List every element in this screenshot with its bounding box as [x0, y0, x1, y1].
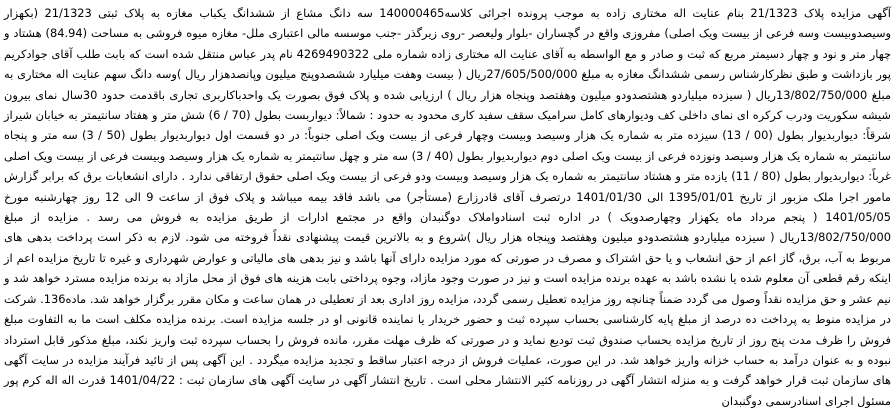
auction-notice-text: آگهی مزایده پلاک 21/1323 بنام عنایت اله مختاری زاده به موجب پرونده اجرائی کلاسه140000465 سه دانگ مشاع از ششدانگ یکباب مغازه به پلاک ثبتی 21/1323 (بکهزار وسیصدوبیست وسه فرعی از بیست ویک اصلی) مفروزی واقع در گچساران -بلوار ولیعصر -روی زیرگذر -جنب موسسه مالی اعتباری ملل- مغازه میوه فروشی به مساحت (84.94) هشتاد و چهار متر و نود و چهار دسیمتر مربع که ثبت و صادر و مع الواسطه به آقای عنایت اله مختاری زاده شماره ملی 4269490322 نام پدر عباس منتقل شده است که بابت طلب آقای جوادکریم پور بازداشت و طبق نظرکارشناس رسمی ششدانگ مغازه به مبلغ 27/605/500/000ریال ( بیست وهفت میلیارد ششصدوپنج میلیون وپانصدهزار ریال )وسه دانگ سهم عنایت اله مختاری به مبلغ 13/802/750/000ریال ( سیزده میلیاردو هشتصدودو میلیون وهفتصد وپنجاه هزار ریال ) ارزیابی شده و پلاک فوق بصورت یک واحدباکاربری تجاری باقدمت حدود 30سال نمای بیرون شیشه سکوریت ودرب کرکره ای نمای داخلی کف ودیوارهای کامل سرامیک سقف سفید کاری محدود به حدود : شمالاً: دیواربست بطول (70 / 6) شش متر و هفتاد سانتیمتر به خیابان شیراز شرقاً: دیواربدیوار بطول (00 / 13) سیزده متر به شماره یک هزار وسیصد وبیست وچهار فرعی از بیست ویک اصلی جنوباً: در دو قسمت اول دیواربدیوار بطول (50 / 3) سه متر و پنجاه سانتیمتر به شماره یک هزار وسیصد ونوزده فرعی از بیست ویک اصلی دوم دیواربدیوار بطول (40 / 3) سه متر و چهل سانتیمتر به شماره یک هزار وسیصد وبیست فرعی از بیست ویک اصلی غرباً: دیواربدیوار بطول (80 / 11) یازده متر و هشتاد سانتیمتر به شماره یک هزار وسیصد وبیست ودو فرعی از بیست ویک اصلی حقوق ارتفاقی ندارد . دارای انشعابات برق که برابر گزارش مامور اجرا ملک مزبور از تاریخ 1395/01/01 الی 1401/01/30 درتصرف آقای قادرزارع (مستأجر) می باشد فاقد بیمه میباشد و پلاک فوق از ساعت 9 الی 12 روز چهارشنبه مورخ 1401/05/05 ( پنجم مرداد ماه یکهزار وچهارصدویک ) در اداره ثبت اسنادواملاک دوگنبدان واقع در مجتمع ادارات از طریق مزایده به فروش می رسد . مزایده از مبلغ 13/802/750/000ریال ( سیزده میلیاردو هشتصدودو میلیون وهفتصد وپنجاه هزار ریال )شروع و به بالاترین قیمت پیشنهادی نقداً فروخته می شود. لازم به ذکر است پرداخت بدهی های مربوط به آب، برق، گاز اعم از حق انشعاب و یا حق اشتراک و مصرف در صورتی که مورد مزایده دارای آنها باشد و نیز بدهی های مالیاتی و عوارض شهرداری و غیره تا تاریخ مزایده اعم از اینکه رقم قطعی آن معلوم شده یا نشده باشد به عهده برنده مزایده است و نیز در صورت وجود مازاد، وجوه پرداختی بابت هزینه های فوق از محل مازاد به برنده مزایده مسترد خواهد شد و نیم عشر و حق مزایده نقداً وصول می گردد ضمناً چنانچه روز مزایده تعطیل رسمی گردد، مزایده روز اداری بعد از تعطیلی در همان ساعت و مکان مقرر برگزار خواهد شد. ماده136. شرکت در مزایده منوط به پرداخت ده درصد از مبلغ پایه کارشناسی بحساب سپرده ثبت و حضور خریدار یا نماینده قانونی او در جلسه مزایده است. برنده مزایده مکلف است ما به التفاوت مبلغ فروش را ظرف مدت پنج روز از تاریخ مزایده بحساب صندوق ثبت تودیع نماید و در صورتی که ظرف مهلت مقرر، مانده فروش را بحساب سپرده ثبت واریز نکند، مبلغ مذکور قابل استرداد نبوده و به عنوان درآمد به حساب خزانه واریز خواهد شد. در این صورت، عملیات فروش از درجه اعتبار ساقط و تجدید مزایده میگردد . این آگهی پس از تائید فرآیند مزایده در سایت آگهی های سازمان ثبت قرار خواهد گرفت و به منزله انتشار آگهی در روزنامه کثیر الانتشار محلی است . تاریخ انتشار آگهی در سایت آگهی های سازمان ثبت : 1401/04/22 قدرت اله اله کرم پور مسئول اجرای اسنادرسمی دوگنبدان — [4, 6, 892, 408]
